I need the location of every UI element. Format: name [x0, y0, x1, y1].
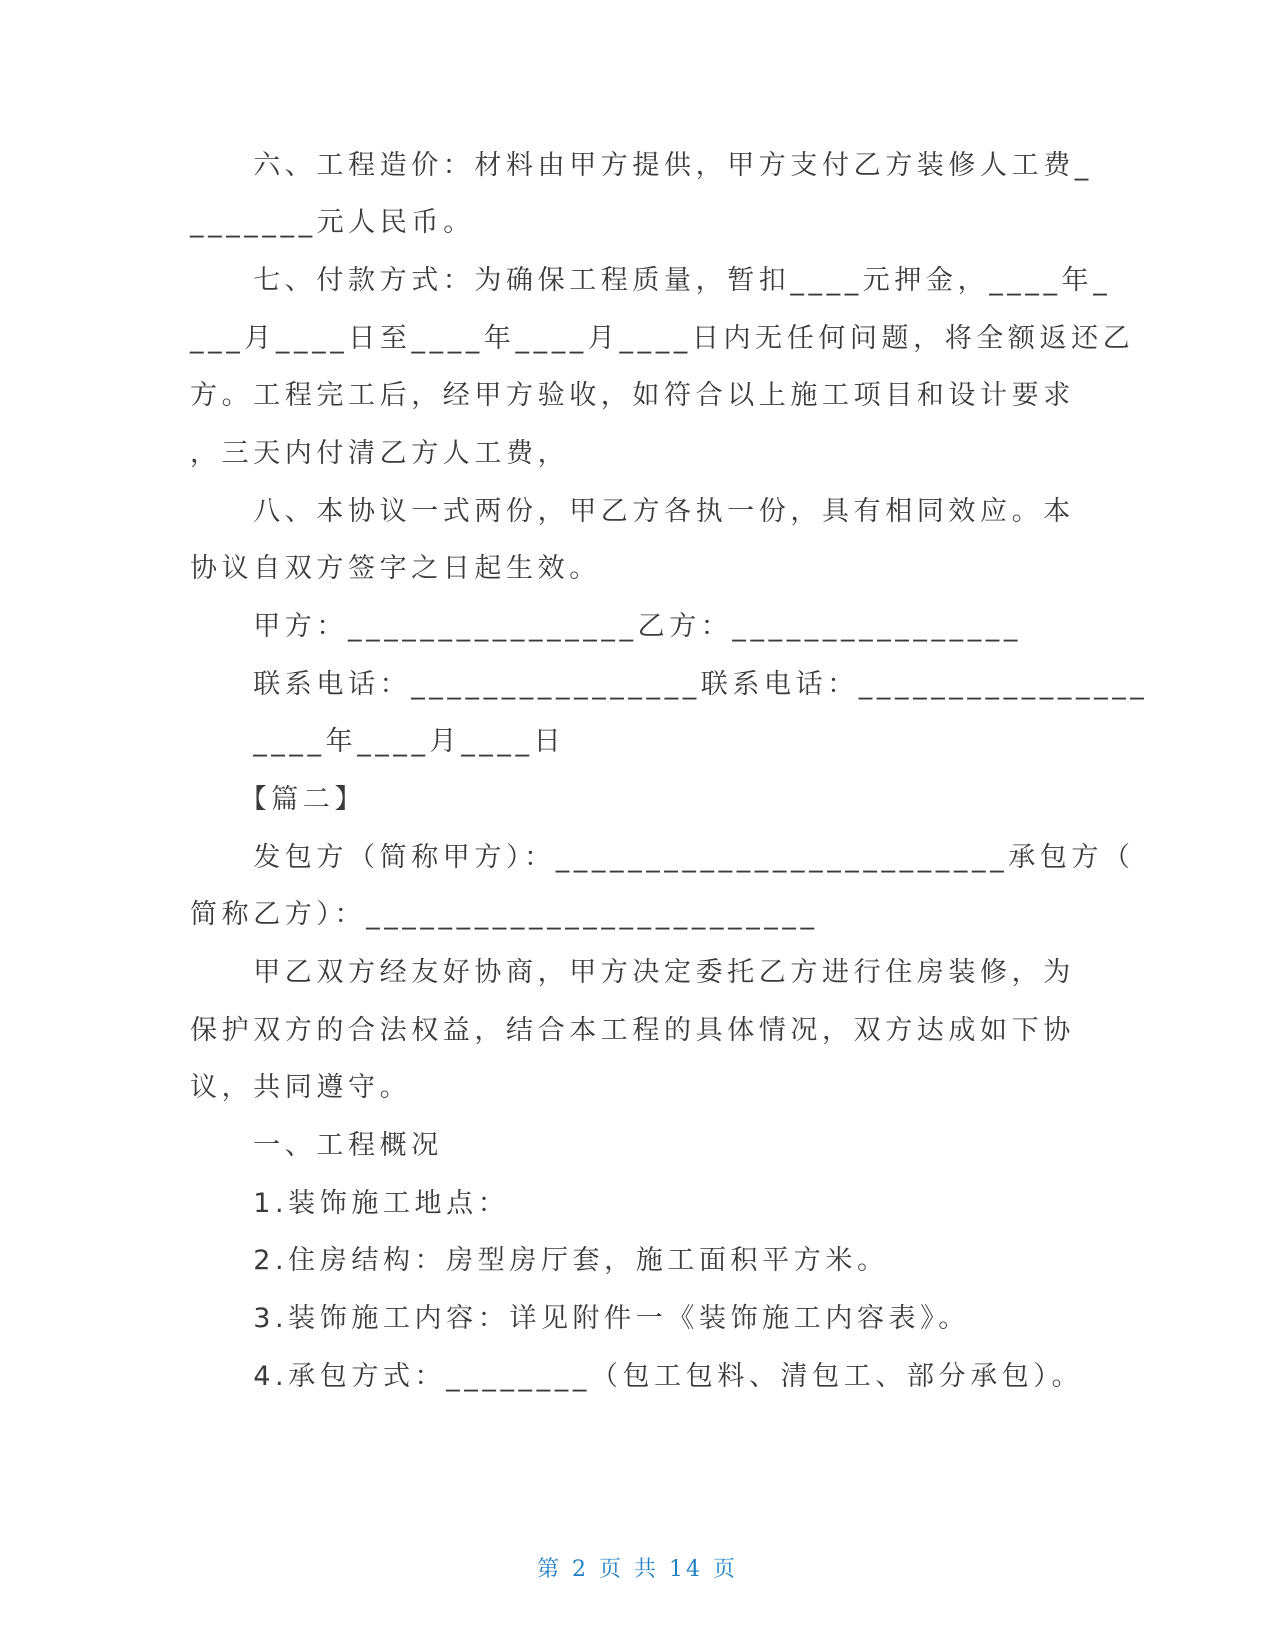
text-line: 方。工程完工后，经甲方验收，如符合以上施工项目和设计要求 — [190, 380, 1075, 411]
text-line: 保护双方的合法权益，结合本工程的具体情况，双方达成如下协 — [190, 1015, 1075, 1046]
list-item: 2.住房结构：房型房厅套，施工面积平方米。 — [190, 1245, 889, 1276]
text-line: 七、付款方式：为确保工程质量，暂扣____元押金，____年_ — [190, 265, 1112, 296]
subsection-heading: 一、工程概况 — [190, 1130, 443, 1161]
text-line: 议，共同遵守。 — [190, 1072, 412, 1103]
list-item: 3.装饰施工内容：详见附件一《装饰施工内容表》。 — [190, 1303, 970, 1334]
text-line: ___月____日至____年____月____日内无任何问题，将全额返还乙 — [190, 323, 1135, 354]
text-line: _______元人民币。 — [190, 207, 475, 238]
text-line: 六、工程造价：材料由甲方提供，甲方支付乙方装修人工费_ — [190, 150, 1093, 181]
signature-line-party: 甲方：________________乙方：________________ — [190, 611, 1022, 642]
text-line: 协议自双方签字之日起生效。 — [190, 553, 601, 584]
signature-line-date: ____年____月____日 — [190, 726, 566, 757]
text-line: 简称乙方）：_________________________ — [190, 899, 819, 930]
list-item: 4.承包方式：________（包工包料、清包工、部分承包）。 — [190, 1361, 1084, 1392]
signature-line-phone: 联系电话：________________联系电话：________________ — [190, 669, 1149, 700]
text-line: 甲乙双方经友好协商，甲方决定委托乙方进行住房装修，为 — [190, 957, 1075, 988]
text-line: ，三天内付清乙方人工费， — [190, 438, 570, 469]
page-number-footer: 第 2 页 共 14 页 — [537, 1557, 738, 1582]
text-line: 八、本协议一式两份，甲乙方各执一份，具有相同效应。本 — [190, 496, 1075, 527]
section-heading: 【篇二】 — [190, 784, 367, 815]
list-item: 1.装饰施工地点： — [190, 1188, 510, 1219]
text-line: 发包方（简称甲方）：_________________________承包方（ — [190, 842, 1135, 873]
